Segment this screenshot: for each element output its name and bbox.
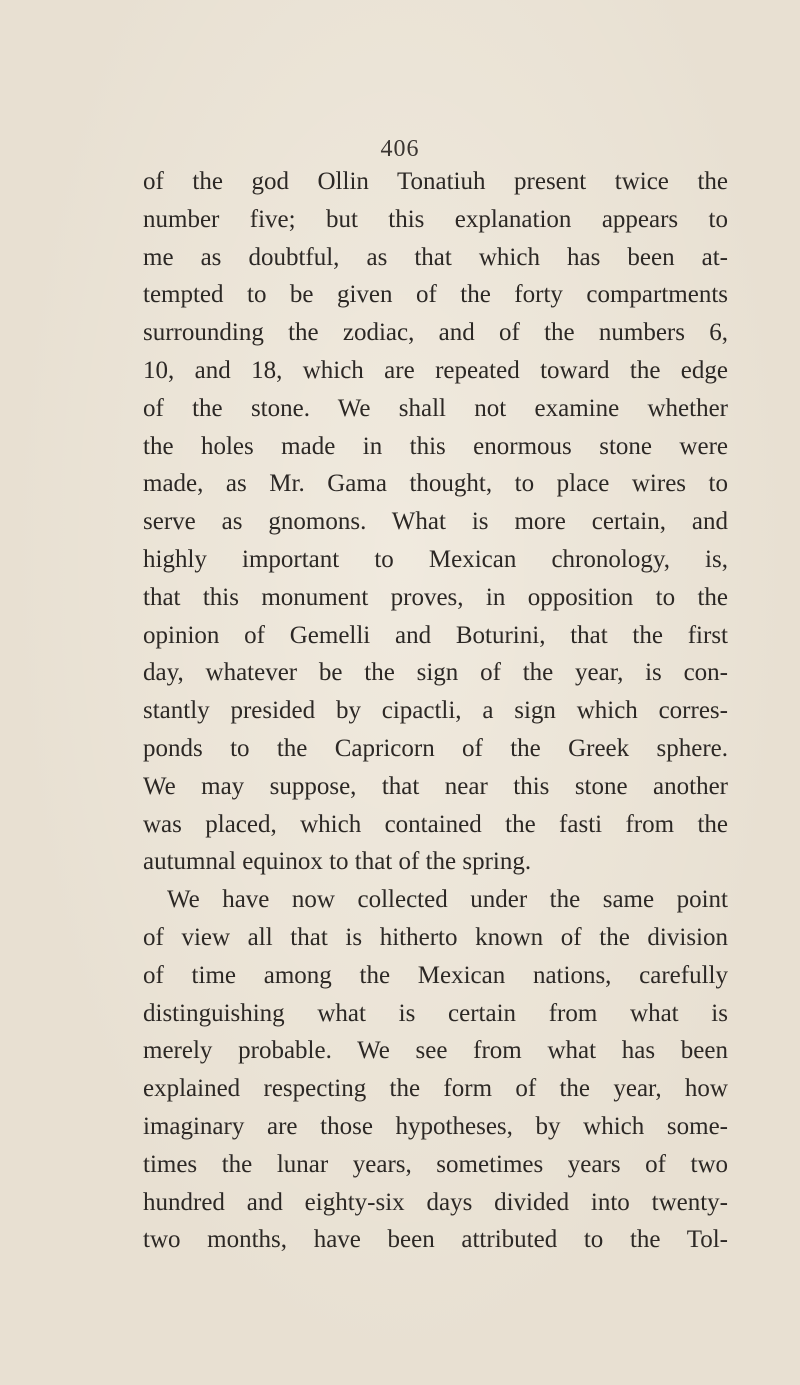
text-line: hundred and eighty-six days divided into twenty- <box>143 1188 728 1216</box>
text-line-paragraph-end: autumnal equinox to that of the spring. <box>143 848 532 876</box>
text-line: serve as gnomons. What is more certain, and <box>143 508 728 536</box>
text-line: of the stone. We shall not examine whether <box>143 394 728 422</box>
text-line: highly important to Mexican chronology, is, <box>143 545 728 573</box>
text-line: was placed, which contained the fasti from the <box>143 810 728 838</box>
text-line: number five; but this explanation appears to <box>143 205 728 233</box>
text-line: imaginary are those hypotheses, by which some- <box>143 1112 728 1140</box>
text-line: explained respecting the form of the year, how <box>143 1075 728 1103</box>
text-line: opinion of Gemelli and Boturini, that the first <box>143 621 728 649</box>
text-line: stantly presided by cipactli, a sign which corres- <box>143 697 728 725</box>
text-line: of view all that is hitherto known of the division <box>143 923 728 951</box>
text-line: 10, and 18, which are repeated toward the edge <box>143 356 728 384</box>
text-line: the holes made in this enormous stone were <box>143 432 728 460</box>
text-line-paragraph-start: We have now collected under the same point <box>167 886 728 914</box>
text-line: merely probable. We see from what has been <box>143 1037 728 1065</box>
text-line: times the lunar years, sometimes years of two <box>143 1150 728 1178</box>
text-line: two months, have been attributed to the Tol- <box>143 1226 728 1254</box>
text-line: me as doubtful, as that which has been at- <box>143 243 728 271</box>
text-line: ponds to the Capricorn of the Greek sphere. <box>143 734 728 762</box>
text-line: day, whatever be the sign of the year, is con- <box>143 659 728 687</box>
text-line: We may suppose, that near this stone another <box>143 772 728 800</box>
text-line: distinguishing what is certain from what is <box>143 999 728 1027</box>
text-line: surrounding the zodiac, and of the numbers 6, <box>143 319 728 347</box>
text-line: made, as Mr. Gama thought, to place wires to <box>143 470 728 498</box>
text-line: that this monument proves, in opposition to the <box>143 583 728 611</box>
text-line: of the god Ollin Tonatiuh present twice the <box>143 168 728 195</box>
text-line: of time among the Mexican nations, carefully <box>143 961 728 989</box>
text-line: tempted to be given of the forty compartments <box>143 281 728 309</box>
body-text <box>143 163 728 1259</box>
page-number: 406 <box>380 136 420 162</box>
